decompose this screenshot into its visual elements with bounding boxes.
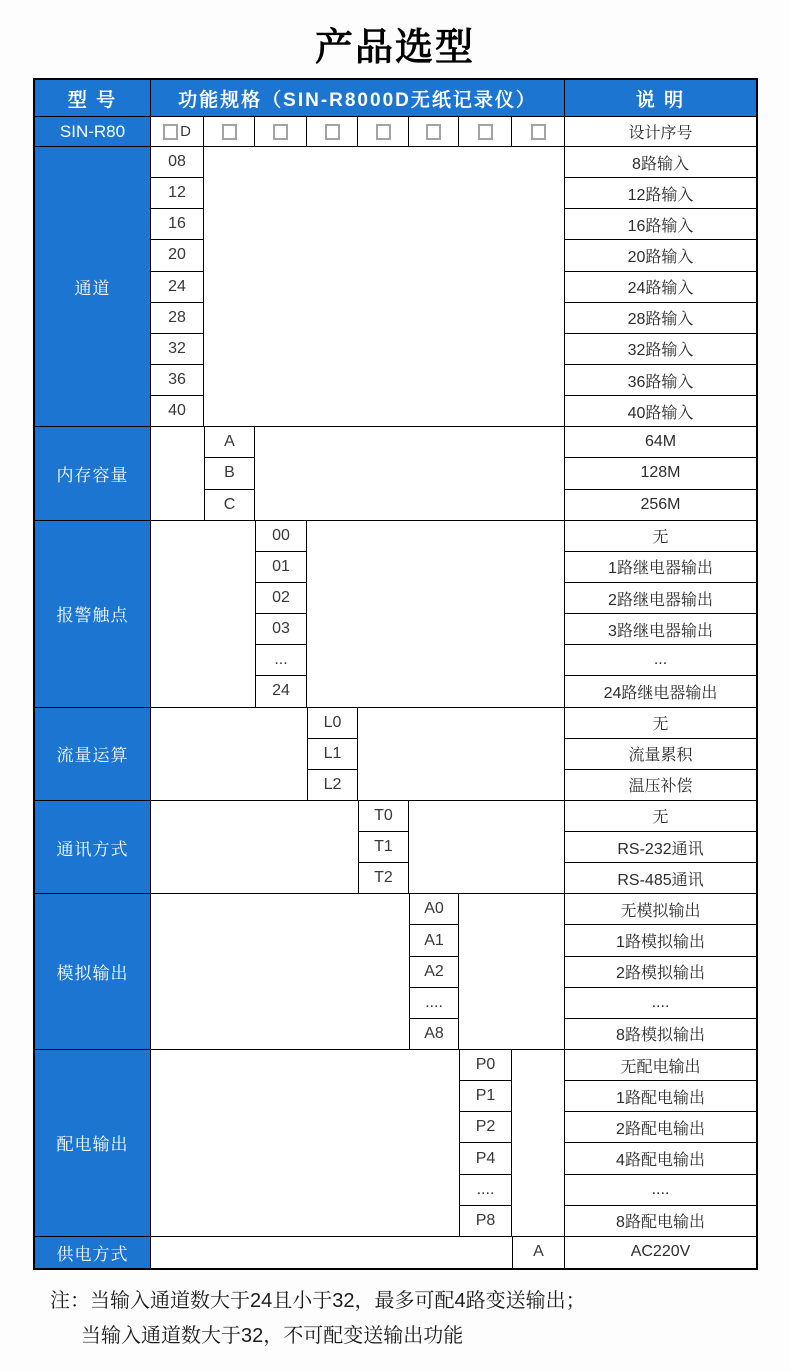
code-cell: L1 <box>307 739 358 770</box>
checkbox-placeholder-icon <box>531 124 546 140</box>
desc-cell: 2路配电输出 <box>564 1112 756 1143</box>
section-label-analog: 模拟输出 <box>35 894 151 1050</box>
desc-cell: 1路配电输出 <box>564 1081 756 1112</box>
desc-cell: 无 <box>564 521 756 552</box>
checkbox-placeholder-icon <box>163 124 178 140</box>
desc-cell: 设计序号 <box>564 117 756 147</box>
desc-cell: 12路输入 <box>564 178 756 209</box>
code-cell: 16 <box>151 209 204 240</box>
spec-checkbox-cell <box>151 117 204 147</box>
table-gap <box>151 1050 459 1237</box>
desc-cell: .... <box>564 1175 756 1206</box>
desc-cell: 16路输入 <box>564 209 756 240</box>
desc-cell: 2路模拟输出 <box>564 957 756 988</box>
code-cell: 36 <box>151 365 204 396</box>
header-model: 型 号 <box>35 80 151 117</box>
spec-checkbox-cell <box>255 117 307 147</box>
code-cell: T2 <box>358 863 409 894</box>
code-cell: 24 <box>151 272 204 303</box>
checkbox-placeholder-icon <box>376 124 391 140</box>
desc-cell: RS-232通讯 <box>564 832 756 863</box>
code-cell: 00 <box>255 521 307 552</box>
desc-cell: 36路输入 <box>564 365 756 396</box>
table-gap <box>151 521 255 708</box>
header-desc: 说 明 <box>564 80 756 117</box>
code-cell: L0 <box>307 708 358 739</box>
code-cell: B <box>204 458 255 489</box>
code-cell: A <box>204 427 255 458</box>
footnote-line-1: 注：当输入通道数大于24且小于32，最多可配4路变送输出； <box>50 1290 586 1312</box>
desc-cell: 8路配电输出 <box>564 1206 756 1237</box>
checkbox-placeholder-icon <box>222 124 237 140</box>
code-cell: T0 <box>358 801 409 832</box>
desc-cell: 24路输入 <box>564 272 756 303</box>
code-cell: .... <box>409 988 459 1019</box>
desc-cell: 32路输入 <box>564 334 756 365</box>
table-gap <box>255 427 564 520</box>
desc-cell: 24路继电器输出 <box>564 676 756 707</box>
desc-cell: .... <box>564 988 756 1019</box>
desc-cell: 20路输入 <box>564 240 756 271</box>
desc-cell: 64M <box>564 427 756 458</box>
desc-cell: 40路输入 <box>564 396 756 427</box>
desc-cell: 无 <box>564 708 756 739</box>
checkbox-placeholder-icon <box>273 124 288 140</box>
code-cell: A2 <box>409 957 459 988</box>
checkbox-placeholder-icon <box>325 124 340 140</box>
code-cell: .... <box>459 1175 512 1206</box>
desc-cell: 流量累积 <box>564 739 756 770</box>
desc-cell: 无 <box>564 801 756 832</box>
table-gap <box>151 427 204 520</box>
code-cell: P4 <box>459 1143 512 1174</box>
section-label-comm: 通讯方式 <box>35 801 151 894</box>
spec-checkbox-cell <box>409 117 459 147</box>
desc-cell: RS-485通讯 <box>564 863 756 894</box>
code-cell: L2 <box>307 770 358 801</box>
footnote <box>50 1284 586 1354</box>
spec-checkbox-cell <box>512 117 564 147</box>
table-gap <box>151 1237 512 1268</box>
code-cell: A1 <box>409 925 459 956</box>
design-code-suffix: D <box>180 123 191 140</box>
model-name: SIN-R80 <box>35 117 151 147</box>
desc-cell: 温压补偿 <box>564 770 756 801</box>
spec-checkbox-cell <box>459 117 512 147</box>
section-label-flow: 流量运算 <box>35 708 151 801</box>
desc-cell: 2路继电器输出 <box>564 583 756 614</box>
page-title: 产品选型 <box>314 27 475 69</box>
table-gap <box>459 894 564 1050</box>
code-cell: 20 <box>151 240 204 271</box>
desc-cell: 4路配电输出 <box>564 1143 756 1174</box>
code-cell: 28 <box>151 303 204 334</box>
table-gap <box>204 147 564 427</box>
section-label-channels: 通道 <box>35 147 151 427</box>
footnote-line-2: 当输入通道数大于32，不可配变送输出功能 <box>81 1325 464 1347</box>
section-label-memory: 内存容量 <box>35 427 151 520</box>
code-cell: 01 <box>255 552 307 583</box>
table-gap <box>358 708 564 801</box>
code-cell: ... <box>255 645 307 676</box>
code-cell: C <box>204 490 255 521</box>
product-selection-table <box>33 78 758 1270</box>
code-cell: 02 <box>255 583 307 614</box>
table-gap <box>307 521 564 708</box>
desc-cell: AC220V <box>564 1237 756 1268</box>
spec-checkbox-cell <box>307 117 358 147</box>
code-cell: 12 <box>151 178 204 209</box>
spec-checkbox-cell <box>358 117 409 147</box>
desc-cell: 256M <box>564 490 756 521</box>
section-label-power: 供电方式 <box>35 1237 151 1268</box>
code-cell: 32 <box>151 334 204 365</box>
code-cell: 40 <box>151 396 204 427</box>
header-spec: 功能规格（SIN-R8000D无纸记录仪） <box>151 80 564 117</box>
table-gap <box>151 801 358 894</box>
desc-cell: 8路输入 <box>564 147 756 178</box>
code-cell: A0 <box>409 894 459 925</box>
code-cell: 03 <box>255 614 307 645</box>
table-gap <box>151 708 307 801</box>
desc-cell: 无配电输出 <box>564 1050 756 1081</box>
desc-cell: 1路模拟输出 <box>564 925 756 956</box>
code-cell: T1 <box>358 832 409 863</box>
spec-checkbox-cell <box>204 117 255 147</box>
checkbox-placeholder-icon <box>426 124 441 140</box>
desc-cell: 3路继电器输出 <box>564 614 756 645</box>
table-gap <box>151 894 409 1050</box>
desc-cell: 1路继电器输出 <box>564 552 756 583</box>
desc-cell: ... <box>564 645 756 676</box>
section-label-alarm: 报警触点 <box>35 521 151 708</box>
code-cell: 08 <box>151 147 204 178</box>
table-gap <box>512 1050 564 1237</box>
code-cell: P2 <box>459 1112 512 1143</box>
code-cell: P1 <box>459 1081 512 1112</box>
table-gap <box>409 801 564 894</box>
desc-cell: 128M <box>564 458 756 489</box>
code-cell: A <box>512 1237 564 1268</box>
code-cell: P0 <box>459 1050 512 1081</box>
code-cell: 24 <box>255 676 307 707</box>
desc-cell: 28路输入 <box>564 303 756 334</box>
desc-cell: 无模拟输出 <box>564 894 756 925</box>
desc-cell: 8路模拟输出 <box>564 1019 756 1050</box>
code-cell: A8 <box>409 1019 459 1050</box>
section-label-distribution: 配电输出 <box>35 1050 151 1237</box>
code-cell: P8 <box>459 1206 512 1237</box>
checkbox-placeholder-icon <box>478 124 493 140</box>
